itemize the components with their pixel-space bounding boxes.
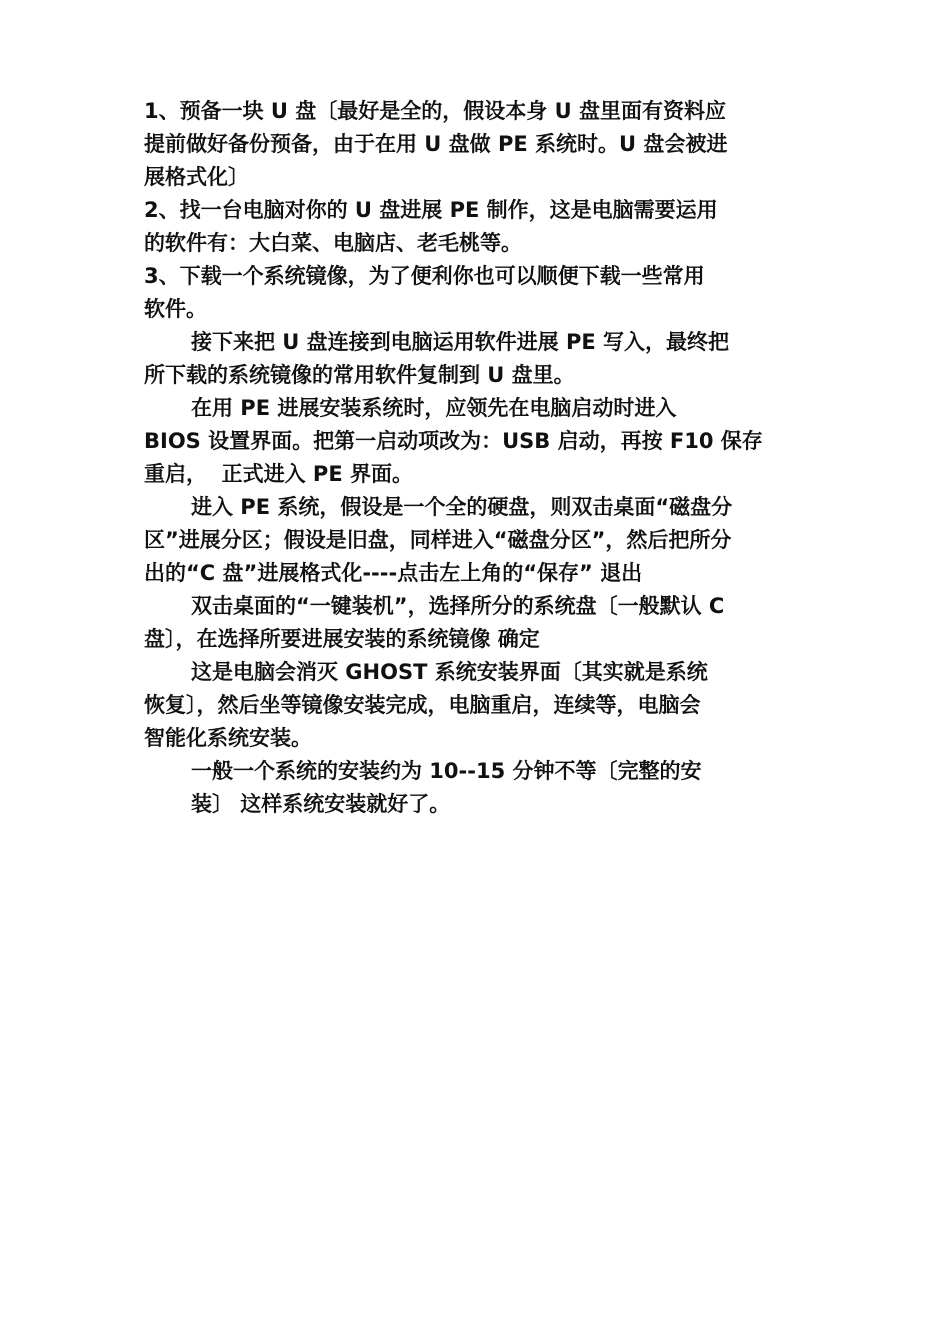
text-line: 的软件有：大白菜、电脑店、老毛桃等。 bbox=[144, 231, 522, 255]
paragraph-bios-setup bbox=[144, 392, 824, 491]
text-line: 盘〕，在选择所要进展安装的系统镜像 确定 bbox=[144, 627, 540, 651]
paragraph-partition bbox=[144, 491, 824, 590]
text-line: 区”进展分区；假设是旧盘，同样进入“磁盘分区”，然后把所分 bbox=[144, 528, 732, 552]
text-line: 这是电脑会消灭 GHOST 系统安装界面〔其实就是系统 bbox=[191, 660, 708, 684]
text-line: 提前做好备份预备，由于在用 U 盘做 PE 系统时。U 盘会被进 bbox=[144, 132, 728, 156]
paragraph-install-time bbox=[144, 755, 824, 821]
text-line: 1、预备一块 U 盘〔最好是全的，假设本身 U 盘里面有资料应 bbox=[144, 99, 726, 123]
paragraph-ghost-install bbox=[144, 656, 824, 755]
paragraph-one-key-install bbox=[144, 590, 824, 656]
text-line: 在用 PE 进展安装系统时，应领先在电脑启动时进入 bbox=[191, 396, 677, 420]
text-line: 恢复〕，然后坐等镜像安装完成，电脑重启，连续等，电脑会 bbox=[144, 693, 701, 717]
text-line: 3、下载一个系统镜像，为了便利你也可以顺便下载一些常用 bbox=[144, 264, 705, 288]
text-line: 接下来把 U 盘连接到电脑运用软件进展 PE 写入，最终把 bbox=[191, 330, 730, 354]
paragraph-step-3 bbox=[144, 260, 824, 326]
text-line: 双击桌面的“一键装机”，选择所分的系统盘〔一般默认 C bbox=[191, 594, 725, 618]
text-line: 进入 PE 系统，假设是一个全的硬盘，则双击桌面“磁盘分 bbox=[191, 495, 733, 519]
text-line: 重启， 正式进入 PE 界面。 bbox=[144, 462, 413, 486]
paragraph-step-1 bbox=[144, 95, 824, 194]
text-line: BIOS 设置界面。把第一启动项改为：USB 启动，再按 F10 保存 bbox=[144, 429, 763, 453]
text-line: 装〕 这样系统安装就好了。 bbox=[191, 792, 451, 816]
document-body bbox=[144, 95, 824, 821]
text-line: 智能化系统安装。 bbox=[144, 726, 312, 750]
text-line: 所下载的系统镜像的常用软件复制到 U 盘里。 bbox=[144, 363, 575, 387]
text-line: 展格式化〕 bbox=[144, 165, 249, 189]
text-line: 2、找一台电脑对你的 U 盘进展 PE 制作，这是电脑需要运用 bbox=[144, 198, 718, 222]
text-line: 软件。 bbox=[144, 297, 207, 321]
text-line: 出的“C 盘”进展格式化----点击左上角的“保存” 退出 bbox=[144, 561, 643, 585]
paragraph-write-pe bbox=[144, 326, 824, 392]
text-line: 一般一个系统的安装约为 10--15 分钟不等〔完整的安 bbox=[191, 759, 702, 783]
paragraph-step-2 bbox=[144, 194, 824, 260]
